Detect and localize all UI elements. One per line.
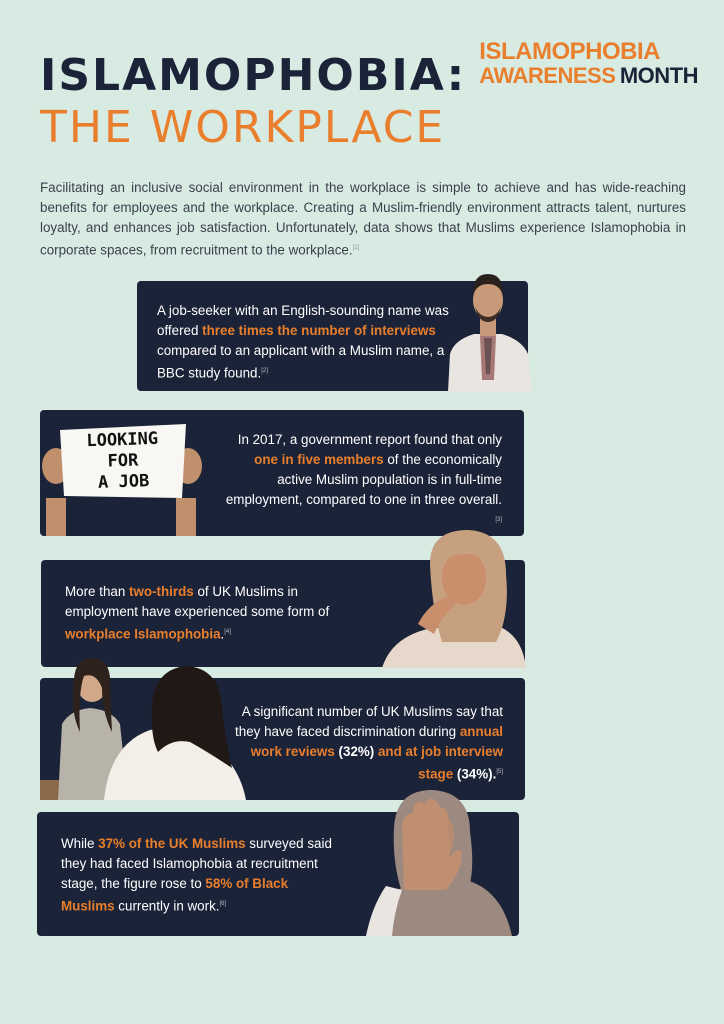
card-2-highlight: one in five members	[254, 452, 384, 467]
card-5-highlight-2: 58% of Black Muslims	[61, 876, 289, 914]
card-4-highlight-2: and at job interview stage	[377, 744, 503, 782]
card-5-text-b: surveyed said they had faced Islamophobia at recruitment stage, the figure rose to	[61, 836, 332, 891]
card-2-text	[222, 430, 502, 532]
woman-raised-hand-image	[346, 786, 512, 936]
intro-ref: [1]	[352, 245, 360, 251]
sign-line2: FOR	[107, 450, 139, 472]
card-5-text	[61, 834, 341, 916]
card-1-text-a: A job-seeker with an English-sounding name was offered	[157, 303, 449, 338]
job-interview-image	[40, 652, 266, 800]
card-2-ref: [3]	[495, 517, 502, 523]
logo-line1: ISLAMOPHOBIA	[479, 38, 660, 65]
card-1-highlight: three times the number of interviews	[202, 323, 436, 338]
card-1-text-b: compared to an applicant with a Muslim name, a BBC study found.	[157, 343, 445, 381]
sign-line3: A JOB	[97, 471, 150, 493]
card-4-ref: [5]	[496, 769, 503, 775]
card-2-text-b: of the economically active Muslim population is in full-time employment, compared to one in three overall.	[225, 452, 502, 507]
card-3-text	[65, 582, 355, 644]
sign-line1: LOOKING	[86, 428, 159, 452]
stressed-woman-image	[372, 524, 526, 668]
intro-paragraph	[40, 178, 686, 260]
card-4-highlight-1: annual work reviews	[250, 724, 503, 759]
card-1-ref: [2]	[261, 368, 268, 374]
page-title-line1: ISLAMOPHOBIA:	[40, 50, 467, 101]
card-3-text-a: More than	[65, 584, 130, 599]
logo-line2-awareness: AWARENESS	[479, 63, 616, 88]
card-3-text-c: .	[220, 626, 225, 642]
card-2-text-a: In 2017, a government report found that only	[237, 432, 502, 447]
card-5-ref: [6]	[219, 901, 227, 907]
card-5-text-a: While	[61, 836, 99, 851]
card-3-text-b: of UK Muslims in employment have experienced some form of	[65, 584, 330, 619]
awareness-month-logo	[479, 40, 698, 91]
card-4-text-c: (34%).	[453, 766, 497, 782]
intro-text: Facilitating an inclusive social environment in the workplace is simple to achieve and has wide-reaching benefits for employees and the workplace. Creating a Muslim-friendly environment attracts talent, nurtures loyalty, and enhances job satisfaction. Unfortunately, data shows that Muslims experience Islamophobia in corporate spaces, from recruitment to the workplace.	[40, 180, 686, 258]
page-title-line2: THE WORKPLACE	[40, 102, 446, 153]
card-3-ref: [4]	[224, 629, 231, 635]
man-portrait-image	[440, 262, 536, 392]
looking-for-job-sign-image	[40, 420, 205, 536]
card-3-highlight-1: two-thirds	[129, 584, 194, 599]
card-4-text-a: A significant number of UK Muslims say that they have faced discrimination during	[235, 704, 503, 739]
logo-line2-month: MONTH	[619, 63, 698, 88]
card-1-text	[157, 301, 457, 383]
card-5-text-c: currently in work.	[114, 898, 220, 914]
card-4-text-b: (32%)	[334, 744, 378, 759]
card-3-highlight-2: workplace Islamophobia	[65, 626, 221, 642]
card-5-highlight-1: 37% of the UK Muslims	[98, 836, 246, 851]
